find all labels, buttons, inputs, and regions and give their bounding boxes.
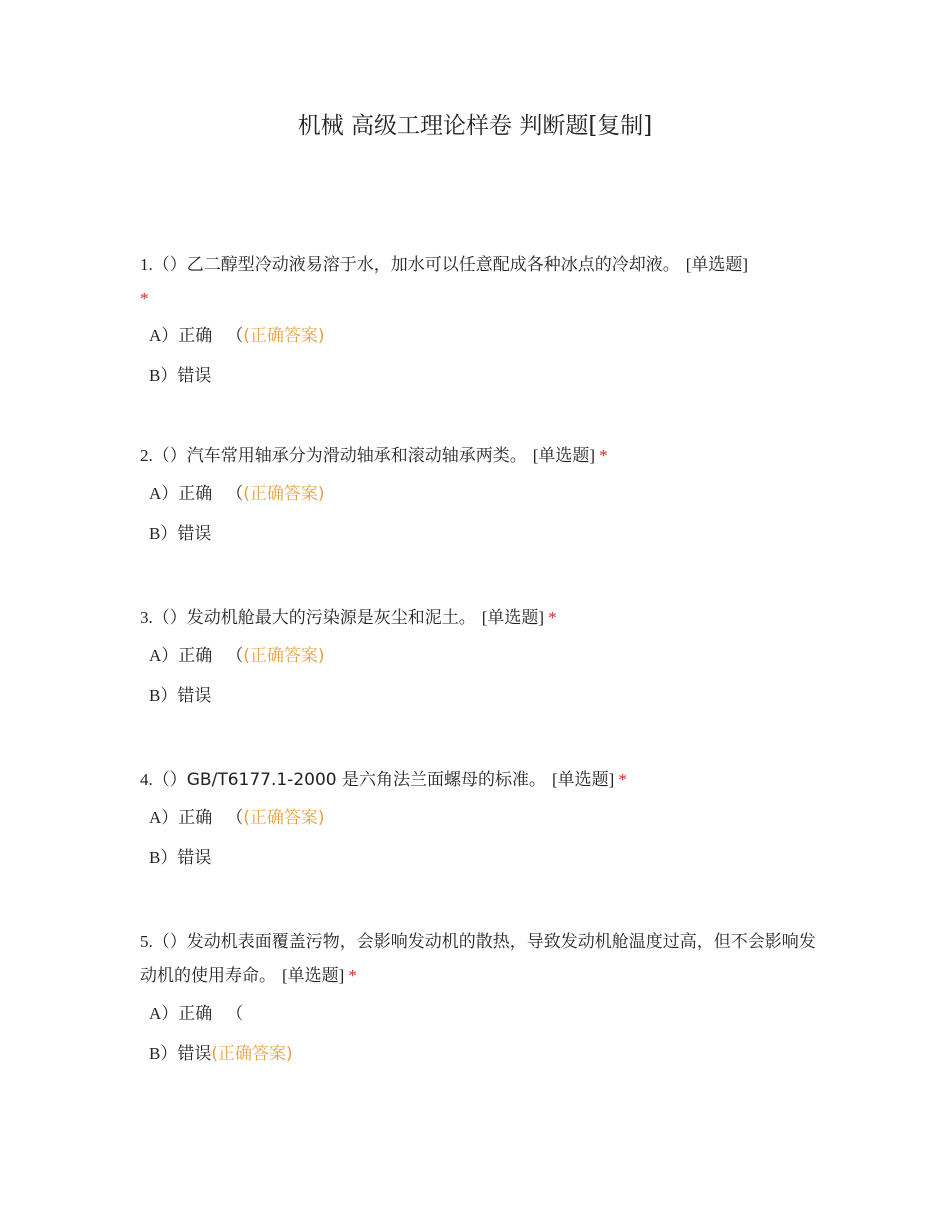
question-body: （）发动机舱最大的污染源是灰尘和泥土。 <box>152 608 476 628</box>
question-2 <box>140 439 820 546</box>
question-number: 5. <box>140 932 153 951</box>
option-a[interactable] <box>149 1002 820 1026</box>
option-label: 正确 <box>178 1004 213 1024</box>
option-a[interactable] <box>149 644 820 668</box>
option-letter: A） <box>149 326 179 345</box>
required-mark: * <box>348 966 357 985</box>
correct-answer-mark: (正确答案) <box>243 646 325 666</box>
option-label: 错误 <box>177 686 212 706</box>
question-text <box>140 439 820 473</box>
option-letter: A） <box>149 1004 179 1023</box>
question-number: 4. <box>140 770 153 789</box>
option-letter: B） <box>149 686 178 705</box>
option-paren: （ <box>226 1004 244 1024</box>
option-b[interactable] <box>149 846 820 870</box>
question-1 <box>140 248 820 388</box>
correct-answer-mark: (正确答案) <box>243 326 325 346</box>
question-4 <box>140 763 820 870</box>
page-title: 机械 高级工理论样卷 判断题[复制] <box>297 113 653 139</box>
question-type: [单选题] <box>551 770 615 789</box>
question-text <box>140 248 820 316</box>
question-type: [单选题] <box>685 255 749 274</box>
option-paren: （ <box>226 808 244 828</box>
option-paren: （ <box>226 646 244 666</box>
question-text <box>140 925 820 993</box>
option-a[interactable] <box>149 482 820 506</box>
correct-answer-mark: (正确答案) <box>211 1044 293 1064</box>
option-paren: （ <box>226 484 244 504</box>
required-mark: * <box>618 770 627 789</box>
option-label: 正确 <box>178 484 213 504</box>
question-type: [单选题] <box>282 966 345 985</box>
question-body: （）乙二醇型冷动液易溶于水，加水可以任意配成各种冰点的冷却液。 <box>152 255 680 275</box>
question-body: （）发动机表面覆盖污物，会影响发动机的散热，导致发动机舱温度过高，但不会影响发动机的使用寿命。 <box>140 932 816 986</box>
option-b[interactable] <box>149 1042 820 1066</box>
option-letter: B） <box>149 366 178 385</box>
correct-answer-mark: (正确答案) <box>243 808 325 828</box>
option-letter: A） <box>149 646 179 665</box>
option-label: 错误 <box>177 366 212 386</box>
question-body: （）GB/T6177.1-2000 是六角法兰面螺母的标准。 <box>152 770 546 790</box>
option-label: 正确 <box>178 808 213 828</box>
question-text <box>140 601 820 635</box>
question-5 <box>140 925 820 1066</box>
question-number: 3. <box>140 608 153 627</box>
question-type: [单选题] <box>481 608 545 627</box>
option-a[interactable] <box>149 324 820 348</box>
option-label: 错误 <box>177 1044 212 1064</box>
question-text <box>140 763 820 797</box>
option-letter: A） <box>149 808 179 827</box>
question-number: 1. <box>140 255 153 274</box>
option-letter: B） <box>149 524 178 543</box>
required-mark: * <box>140 289 149 308</box>
option-letter: B） <box>149 848 178 867</box>
option-label: 错误 <box>177 848 212 868</box>
option-letter: A） <box>149 484 179 503</box>
option-letter: B） <box>149 1044 178 1063</box>
option-label: 正确 <box>178 646 213 666</box>
required-mark: * <box>548 608 557 627</box>
option-paren: （ <box>226 326 244 346</box>
question-body: （）汽车常用轴承分为滑动轴承和滚动轴承两类。 <box>152 446 527 466</box>
option-a[interactable] <box>149 806 820 830</box>
question-type: [单选题] <box>532 446 596 465</box>
option-label: 正确 <box>178 326 213 346</box>
option-label: 错误 <box>177 524 212 544</box>
question-3 <box>140 601 820 708</box>
option-b[interactable] <box>149 364 820 388</box>
question-number: 2. <box>140 446 153 465</box>
option-b[interactable] <box>149 522 820 546</box>
correct-answer-mark: (正确答案) <box>243 484 325 504</box>
required-mark: * <box>599 446 608 465</box>
option-b[interactable] <box>149 684 820 708</box>
